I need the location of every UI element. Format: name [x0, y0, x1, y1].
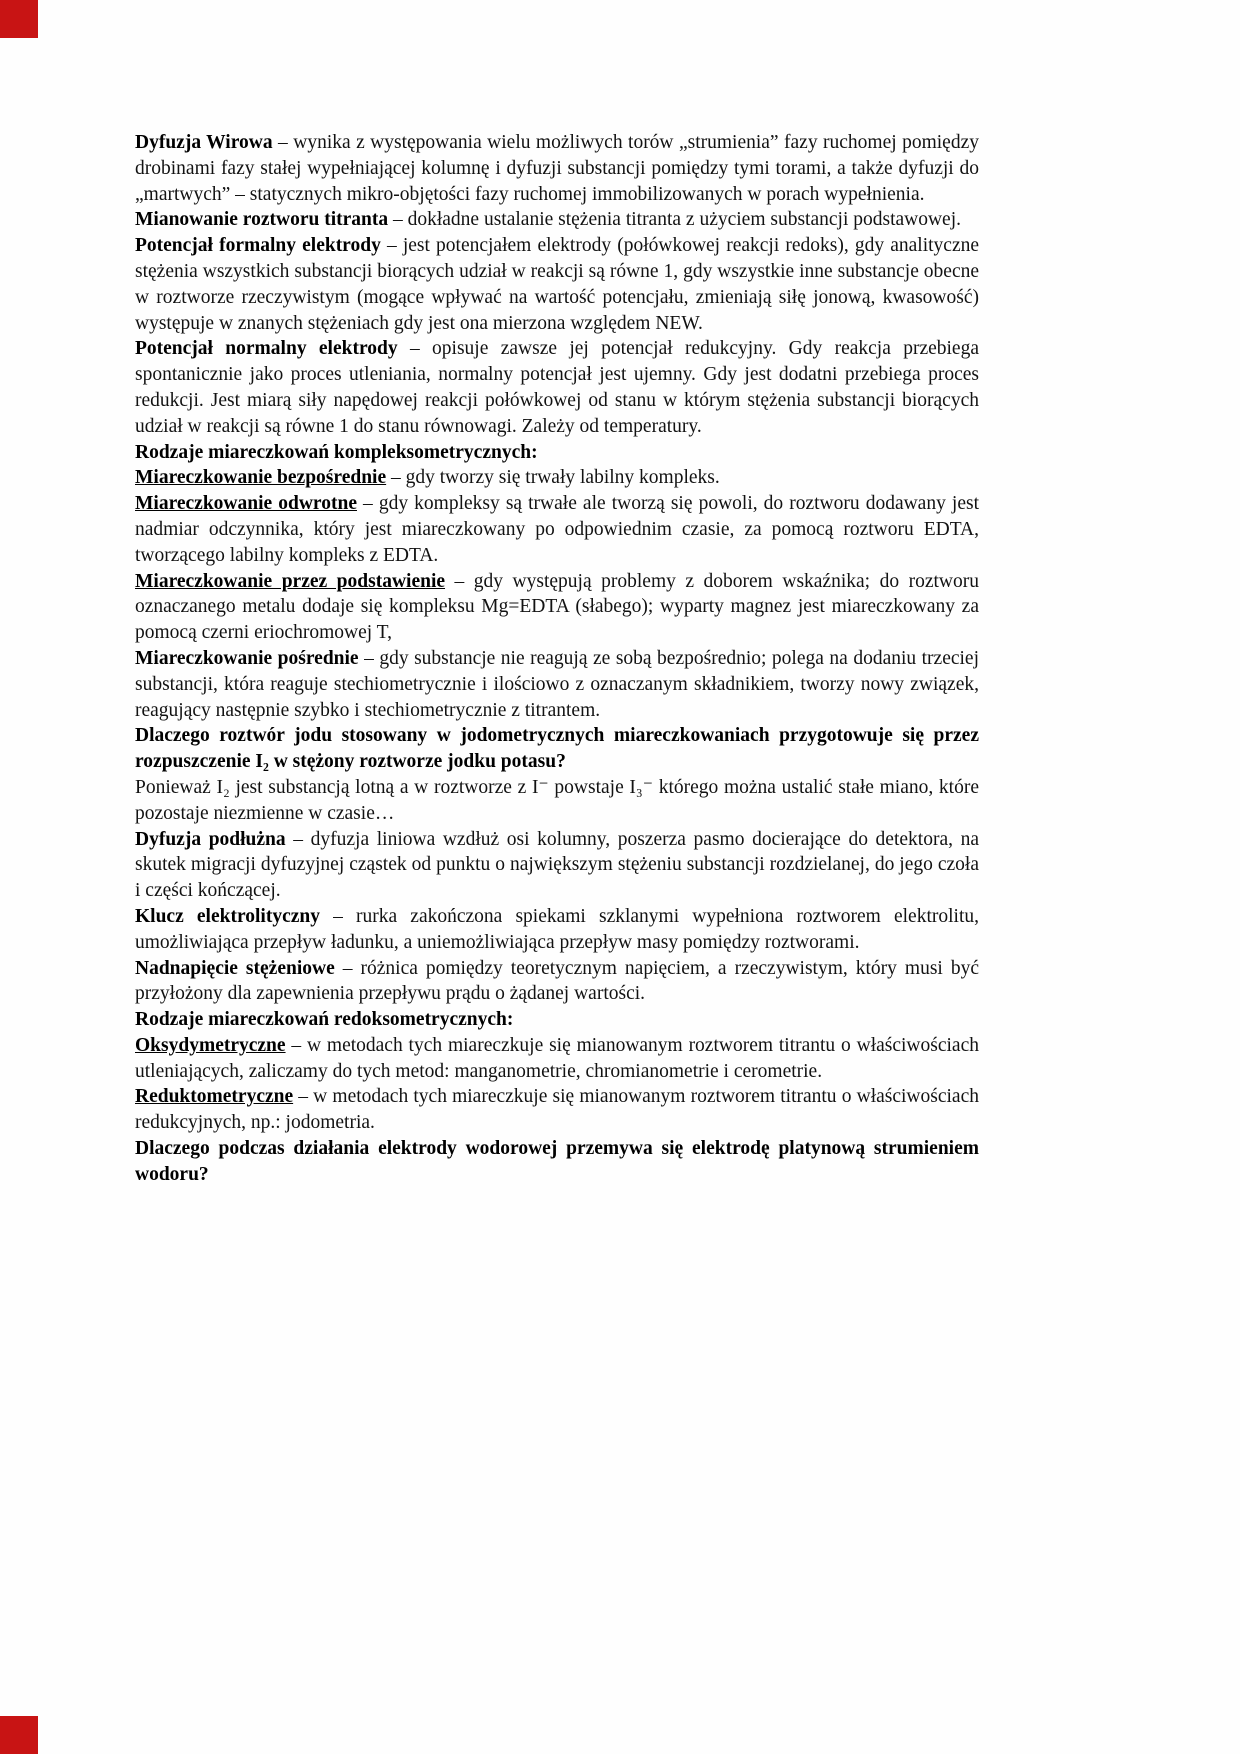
definition-nadnapiecie-stezeniowe [135, 956, 979, 1008]
definition-potencjal-normalny [135, 336, 979, 439]
question-text: Dlaczego podczas działania elektrody wodorowej przemywa się elektrodę platynową strumieniem wodoru? [135, 1138, 979, 1185]
term-dyfuzja-podluzna: Dyfuzja podłużna [135, 828, 286, 850]
definition-miareczkowanie-bezposrednie [135, 465, 979, 491]
term-oksydymetryczne: Oksydymetryczne [135, 1034, 286, 1056]
definition-miareczkowanie-przez-podstawienie [135, 569, 979, 646]
term-klucz-elektrolityczny: Klucz elektrolityczny [135, 905, 320, 927]
definition-oksydymetryczne [135, 1033, 979, 1085]
question-elektroda-wodorowa [135, 1136, 979, 1188]
definition-text: – gdy występują problemy z doborem wskaźnika; do roztworu oznaczanego metalu dodaje się kompleksu Mg=EDTA (słabego); wyparty magnez jest miareczkowany za pomocą czerni eriochromowej T, [135, 570, 979, 644]
definition-text: – różnica pomiędzy teoretycznym napięciem, a rzeczywistym, który musi być przyłożony dla zapewnienia przepływu prądu o żądanej wartości. [135, 957, 980, 1005]
definition-text: – wynika z występowania wielu możliwych torów „strumienia” fazy ruchomej pomiędzy drobinami fazy stałej wypełniającej kolumnę i dyfuzji substancji pomiędzy tymi torami, a także dyfuzji do „martwych” – statycznych mikro-objętości fazy ruchomej immobilizowanych w porach wypełnienia. [135, 132, 979, 205]
definition-text: – gdy kompleksy są trwałe ale tworzą się powoli, do roztworu dodawany jest nadmiar odczynnika, który jest miareczkowany po odpowiednim czasie, za pomocą roztworu EDTA, tworzącego labilny kompleks z EDTA. [135, 493, 979, 566]
definition-text: – gdy substancje nie reagują ze sobą bezpośrednio; polega na dodaniu trzeciej substancji, która reaguje stechiometrycznie i ilościowo z oznaczanym składnikiem, tworzy nowy związek, reagujący następnie szybko i stechiometrycznie z titrantem. [135, 647, 980, 721]
heading-miareczkowania-kompleksometryczne [135, 440, 979, 466]
definition-text: – opisuje zawsze jej potencjał redukcyjny. Gdy reakcja przebiega spontanicznie jako proces utleniania, normalny potencjał jest ujemny. Gdy jest dodatni przebiega proces redukcji. Jest miarą siły napędowej reakcji połówkowej od stanu w którym stężenia substancji biorących udział w reakcji są równe 1 do stanu równowagi. Zależy od temperatury. [135, 338, 979, 437]
term-miareczkowanie-odwrotne: Miareczkowanie odwrotne [135, 493, 357, 515]
term-miareczkowanie-posrednie: Miareczkowanie pośrednie [135, 647, 359, 669]
red-corner-marker-bottom-left [0, 1716, 38, 1754]
definition-miareczkowanie-posrednie [135, 646, 979, 723]
definition-potencjal-formalny [135, 233, 979, 336]
definition-dyfuzja-podluzna [135, 827, 979, 904]
heading-miareczkowania-redoksometryczne [135, 1007, 979, 1033]
term-potencjal-normalny: Potencjał normalny elektrody [135, 338, 398, 360]
term-miareczkowanie-przez-podstawienie: Miareczkowanie przez podstawienie [135, 570, 446, 592]
definition-text: – gdy tworzy się trwały labilny kompleks. [386, 467, 720, 489]
term-reduktometryczne: Reduktometryczne [135, 1086, 294, 1108]
term-nadnapiecie-stezeniowe: Nadnapięcie stężeniowe [135, 957, 335, 979]
definition-reduktometryczne [135, 1084, 979, 1136]
question-roztwor-jodu [135, 723, 979, 775]
question-text: Dlaczego roztwór jodu stosowany w jodometrycznych miareczkowaniach przygotowuje się przez rozpuszczenie I₂ w stężony roztworze jodku potasu? [135, 725, 979, 773]
definition-miareczkowanie-odwrotne [135, 491, 979, 568]
answer-text: Ponieważ I₂ jest substancją lotną a w roztworze z I⁻ powstaje I₃⁻ którego można ustalić stałe miano, które pozostaje niezmienne w czasie… [135, 776, 979, 824]
definition-text: – rurka zakończona spiekami szklanymi wypełniona roztworem elektrolitu, umożliwiająca przepływ ładunku, a uniemożliwiająca przepływ masy pomiędzy roztworami. [135, 905, 979, 953]
definition-text: – w metodach tych miareczkuje się mianowanym roztworem titrantu o właściwościach redukcyjnych, np.: jodometria. [135, 1086, 979, 1134]
term-potencjal-formalny: Potencjał formalny elektrody [135, 235, 381, 257]
red-corner-marker-top-left [0, 0, 38, 38]
heading-text: Rodzaje miareczkowań kompleksometrycznych: [135, 441, 538, 463]
heading-text: Rodzaje miareczkowań redoksometrycznych: [135, 1009, 514, 1031]
answer-roztwor-jodu [135, 775, 979, 827]
document-text-block [135, 130, 979, 1188]
definition-dyfuzja-wirowa [135, 130, 979, 207]
definition-mianowanie-roztworu-titranta [135, 207, 979, 233]
definition-klucz-elektrolityczny [135, 904, 979, 956]
term-mianowanie-roztworu-titranta: Mianowanie roztworu titranta [135, 209, 389, 231]
term-miareczkowanie-bezposrednie: Miareczkowanie bezpośrednie [135, 467, 387, 489]
definition-text: – dokładne ustalanie stężenia titranta z użyciem substancji podstawowej. [388, 209, 962, 231]
definition-text: – jest potencjałem elektrody (połówkowej reakcji redoks), gdy analityczne stężenia wszystkich substancji biorących udział w reakcji są równe 1, gdy wszystkie inne substancje obecne w roztworze rzeczywistym (mogące wpływać na wartość potencjału, zmieniają siłę jonową, kwasowość) występuje w znanych stężeniach gdy jest ona mierzona względem NEW. [135, 235, 980, 334]
term-dyfuzja-wirowa: Dyfuzja Wirowa [135, 132, 273, 153]
definition-text: – dyfuzja liniowa wzdłuż osi kolumny, poszerza pasmo docierające do detektora, na skutek migracji dyfuzyjnej cząstek od punktu o największym stężeniu substancji rozdzielanej, do jego czoła i części kończącej. [135, 828, 980, 902]
definition-text: – w metodach tych miareczkuje się mianowanym roztworem titrantu o właściwościach utleniających, zaliczamy do tych metod: manganometrie, chromianometrie i cerometrie. [135, 1034, 979, 1082]
